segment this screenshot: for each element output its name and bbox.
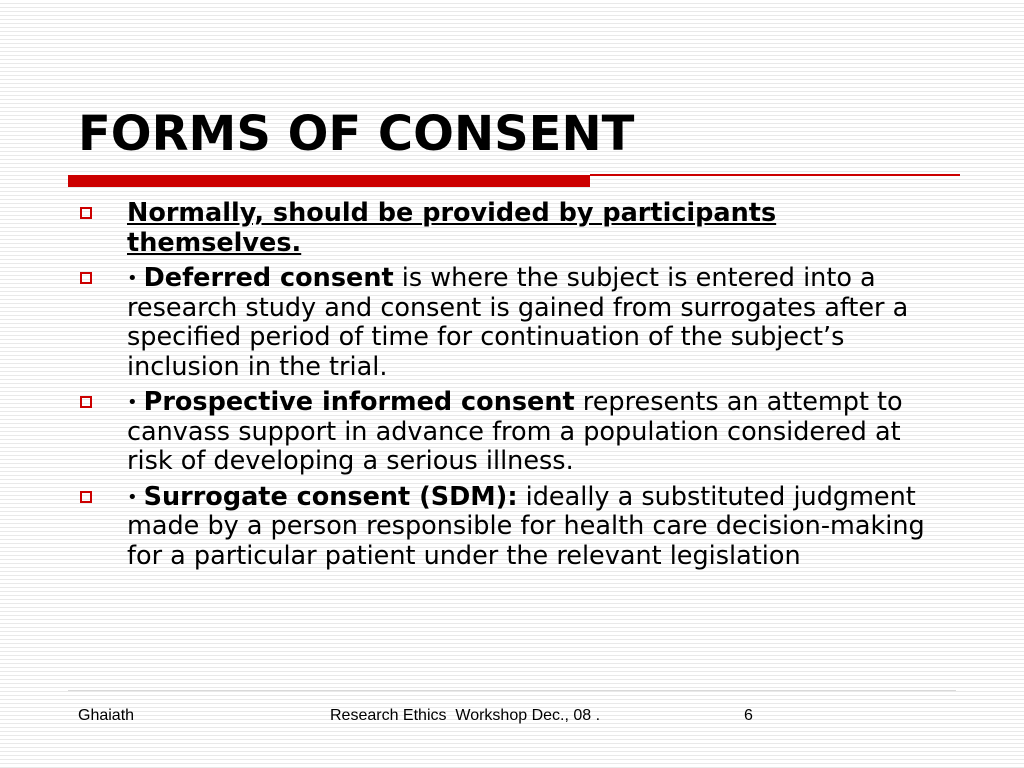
bullet-term: Prospective informed consent [143, 387, 575, 417]
footer-page-number: 6 [744, 707, 753, 724]
bullet-item-surrogate-consent [78, 483, 938, 572]
bullet-item-participants [78, 199, 938, 258]
bullet-description: ideally a substituted judgment made by a person responsible for health care decision-making for a particular patient under the relevant legislation [127, 481, 925, 571]
title-underline-thick [68, 175, 590, 187]
square-bullet-icon [80, 491, 92, 503]
bullet-description: is where the subject is entered into a research study and consent is gained from surrogates after a specified period of time for continuation of the subject’s inclusion in the trial. [127, 263, 909, 382]
bullet-item-deferred-consent [78, 264, 938, 382]
bullet-term: Surrogate consent (SDM): [143, 481, 518, 512]
slide-title: FORMS OF CONSENT [78, 106, 635, 162]
square-bullet-icon [80, 207, 92, 219]
footer-divider [68, 690, 956, 691]
title-underline-thin [590, 174, 960, 176]
dot-bullet: • [127, 486, 138, 508]
bullet-description: represents an attempt to canvass support in advance from a population considered at risk of developing a serious illness. [127, 387, 903, 476]
dot-bullet: • [127, 392, 138, 413]
bullet-text [127, 483, 938, 572]
bullet-text: Normally, should be provided by participants themselves. [127, 198, 777, 258]
bullet-text [127, 388, 938, 477]
footer-event: Research Ethics Workshop Dec., 08 . [330, 707, 601, 724]
bullet-term: Deferred consent [143, 263, 394, 293]
bullet-text [127, 264, 938, 382]
dot-bullet: • [127, 268, 138, 289]
bullet-item-prospective-consent [78, 388, 938, 477]
footer-author: Ghaiath [78, 707, 135, 724]
square-bullet-icon [80, 396, 92, 408]
square-bullet-icon [80, 272, 92, 284]
bullet-list [78, 199, 938, 577]
